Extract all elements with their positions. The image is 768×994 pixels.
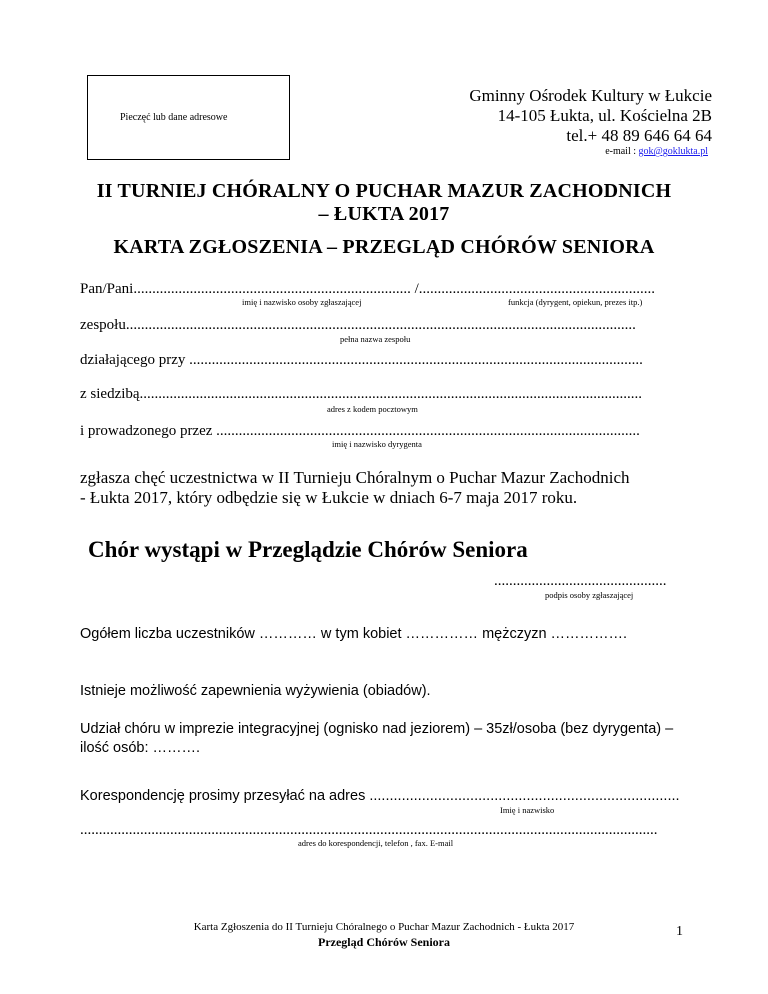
address-field[interactable]: .......................................................................................................................................................... [80, 822, 658, 838]
prowadzonego-sub: imię i nazwisko dyrygenta [332, 439, 422, 449]
page-number: 1 [676, 924, 683, 939]
address-sub: adres do korespondencji, telefon , fax. E-mail [298, 838, 454, 848]
stamp-box [87, 75, 290, 160]
org-phone: tel.+ 48 89 646 64 64 [566, 126, 712, 145]
pan-pani-sub-function: funkcja (dyrygent, opiekun, prezes itp.) [508, 297, 643, 307]
statement-line2: - Łukta 2017, który odbędzie się w Łukcie w dniach 6-7 maja 2017 roku. [80, 488, 578, 507]
email-link[interactable]: gok@goklukta.pl [638, 146, 708, 157]
integration-line2[interactable]: ilość osób: ………. [80, 740, 201, 756]
signature-field[interactable]: .............................................. [494, 573, 667, 589]
meals-note: Istnieje możliwość zapewnienia wyżywienia (obiadów). [80, 683, 431, 699]
prowadzonego-field[interactable]: i prowadzonego przez ................................................................................................................. [80, 423, 640, 439]
statement-line1: zgłasza chęć uczestnictwa w II Turnieju Chóralnym o Puchar Mazur Zachodnich [80, 468, 630, 487]
participant-counts[interactable]: Ogółem liczba uczestników ………… w tym kobiet …………… mężczyzn ……………. [80, 626, 628, 642]
section-heading: Chór wystąpi w Przeglądzie Chórów Seniora [88, 537, 528, 562]
correspondence-field[interactable]: Korespondencję prosimy przesyłać na adres ............................................................................. [80, 788, 680, 804]
integration-line1: Udział chóru w imprezie integracyjnej (ognisko nad jeziorem) – 35zł/osoba (bez dyrygenta) – [80, 721, 674, 737]
org-name: Gminny Ośrodek Kultury w Łukcie [469, 86, 712, 105]
pan-pani-sub-name: imię i nazwisko osoby zgłaszającej [242, 297, 362, 307]
main-title-line2: – ŁUKTA 2017 [318, 203, 450, 225]
footer-line2: Przegląd Chórów Seniora [318, 935, 450, 949]
main-title-line1: II TURNIEJ CHÓRALNY O PUCHAR MAZUR ZACHODNICH [96, 180, 672, 202]
org-address: 14-105 Łukta, ul. Kościelna 2B [497, 106, 712, 125]
zespol-sub: pełna nazwa zespołu [340, 334, 411, 344]
dzialajacego-field[interactable]: działającego przy ......................................................................................................................... [80, 352, 643, 368]
email-label: e-mail : [605, 146, 639, 157]
zespol-field[interactable]: zespołu........................................................................................................................................ [80, 317, 636, 333]
siedziba-field[interactable]: z siedzibą...................................................................................................................................... [80, 386, 643, 402]
stamp-label: Pieczęć lub dane adresowe [120, 112, 228, 123]
form-title: KARTA ZGŁOSZENIA – PRZEGLĄD CHÓRÓW SENIORA [113, 236, 655, 258]
footer-line1: Karta Zgłoszenia do II Turnieju Chóralnego o Puchar Mazur Zachodnich - Łukta 2017 [193, 921, 575, 933]
pan-pani-field[interactable]: Pan/Pani.......................................................................... /............................................................... [80, 281, 656, 297]
siedziba-sub: adres z kodem pocztowym [327, 404, 418, 414]
org-email-line [605, 146, 708, 157]
signature-label: podpis osoby zgłaszającej [545, 590, 634, 600]
correspondence-sub: Imię i nazwisko [500, 805, 555, 815]
